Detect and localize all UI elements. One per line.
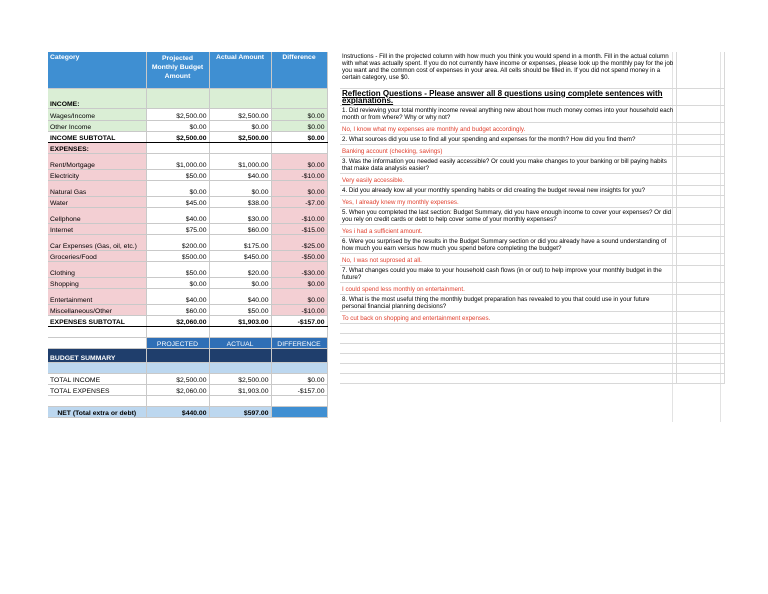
actual-cell[interactable]: $30.00 (209, 207, 271, 223)
budget-table (48, 52, 328, 418)
projected-cell[interactable]: $2,500.00 (146, 108, 209, 120)
answer-row (340, 144, 724, 156)
answer-row (340, 173, 724, 185)
category-cell[interactable]: Car Expenses (Gas, oil, etc.) (48, 234, 146, 250)
category-cell[interactable]: Clothing (48, 261, 146, 277)
actual-cell[interactable]: $175.00 (209, 234, 271, 250)
actual-cell[interactable]: $40.00 (209, 288, 271, 304)
spacer-row (340, 343, 724, 353)
difference-cell[interactable]: -$157.00 (271, 315, 327, 326)
question-text[interactable]: 7. What changes could you make to your household cash flows (in or out) to help improve your monthly budget in the future? (340, 265, 676, 282)
expenses-subtotal-row (48, 315, 327, 326)
table-row (48, 169, 327, 180)
actual-cell[interactable]: $450.00 (209, 250, 271, 261)
expense-rows (48, 153, 327, 315)
projected-cell[interactable]: $40.00 (146, 207, 209, 223)
budget-header-row (48, 52, 327, 88)
projected-cell[interactable]: $0.00 (146, 120, 209, 131)
question-row (340, 265, 724, 282)
projected-cell[interactable]: $60.00 (146, 304, 209, 315)
projected-cell[interactable]: $500.00 (146, 250, 209, 261)
table-row (48, 261, 327, 277)
actual-cell[interactable]: $2,500.00 (209, 373, 271, 384)
income-subtotal-row (48, 131, 327, 142)
difference-cell[interactable]: -$157.00 (271, 384, 327, 395)
answer-text[interactable]: I could spend less monthly on entertainment. (340, 282, 676, 294)
projected-cell[interactable]: $2,060.00 (146, 315, 209, 326)
category-cell[interactable]: Electricity (48, 169, 146, 180)
table-row (48, 304, 327, 315)
spacer-row (340, 363, 724, 373)
answer-row (340, 282, 724, 294)
answer-row (340, 195, 724, 207)
difference-cell[interactable]: -$10.00 (271, 207, 327, 223)
header-actual[interactable]: Actual Amount (209, 52, 271, 88)
table-row (48, 196, 327, 207)
spacer-row (340, 373, 724, 383)
actual-cell[interactable]: $20.00 (209, 261, 271, 277)
spacer-row (340, 333, 724, 343)
answer-text[interactable]: Yes, I already knew my monthly expenses. (340, 195, 676, 207)
spacer-row (340, 323, 724, 333)
income-label[interactable]: INCOME: (48, 88, 146, 108)
table-row (48, 108, 327, 120)
summary-title[interactable]: BUDGET SUMMARY (48, 348, 146, 362)
actual-cell[interactable]: $1,000.00 (209, 153, 271, 169)
difference-cell[interactable]: $0.00 (271, 153, 327, 169)
difference-cell[interactable]: $0.00 (271, 373, 327, 384)
projected-cell[interactable]: $50.00 (146, 169, 209, 180)
answer-text[interactable]: Very easily accessible. (340, 173, 676, 185)
difference-cell[interactable]: -$15.00 (271, 223, 327, 234)
income-label-row (48, 88, 327, 108)
actual-cell[interactable]: $1,903.00 (209, 315, 271, 326)
expenses-label[interactable]: EXPENSES: (48, 142, 146, 153)
spacer-row (48, 395, 327, 406)
table-row (48, 277, 327, 288)
answer-row (340, 253, 724, 265)
category-cell[interactable]: Miscellaneous/Other (48, 304, 146, 315)
table-row (48, 223, 327, 234)
net-projected[interactable]: $440.00 (146, 406, 209, 417)
instructions-text[interactable]: Instructions - Fill in the projected column with how much you think you would spend in a month. Fill in the actual column with what was actually spent. If you do not currently have income or expenses, please look up the monthly pay for the job you want and the common cost of expenses in your area. All cells should be filled in. If you did not spend money in a certain category, use $0. (340, 52, 676, 88)
table-row (48, 180, 327, 196)
projected-cell[interactable]: $45.00 (146, 196, 209, 207)
difference-cell[interactable]: -$7.00 (271, 196, 327, 207)
actual-cell[interactable]: $60.00 (209, 223, 271, 234)
summary-col-difference[interactable]: DIFFERENCE (271, 337, 327, 348)
category-cell[interactable]: Groceries/Food (48, 250, 146, 261)
reflection-table (340, 52, 725, 384)
question-row (340, 207, 724, 224)
answer-text[interactable]: Banking account (checking, savings) (340, 144, 676, 156)
actual-cell[interactable]: $0.00 (209, 120, 271, 131)
actual-cell[interactable]: $2,500.00 (209, 131, 271, 142)
spacer-row (48, 326, 327, 337)
subtotal-label[interactable]: EXPENSES SUBTOTAL (48, 315, 146, 326)
summary-col-projected[interactable]: PROJECTED (146, 337, 209, 348)
actual-cell[interactable]: $1,903.00 (209, 384, 271, 395)
reflection-heading[interactable]: Reflection Questions - Please answer all 8 questions using complete sentences with explanations. (340, 88, 676, 105)
actual-cell[interactable]: $50.00 (209, 304, 271, 315)
projected-cell[interactable]: $2,060.00 (146, 384, 209, 395)
question-row (340, 156, 724, 173)
question-text[interactable]: 5. When you completed the last section: Budget Summary, did you have enough income to cover your expenses? Or did you rely on credit cards or debt to help cover some of your monthly expenses? (340, 207, 676, 224)
difference-cell[interactable]: $0.00 (271, 288, 327, 304)
summary-blank-row (48, 362, 327, 373)
projected-cell[interactable]: $200.00 (146, 234, 209, 250)
actual-cell[interactable]: $40.00 (209, 169, 271, 180)
table-row (48, 373, 327, 384)
table-row (48, 153, 327, 169)
difference-cell[interactable]: $0.00 (271, 131, 327, 142)
question-row (340, 185, 724, 195)
subtotal-label[interactable]: INCOME SUBTOTAL (48, 131, 146, 142)
projected-cell[interactable]: $2,500.00 (146, 373, 209, 384)
question-text[interactable]: 6. Were you surprised by the results in the Budget Summary section or did you already have a sound understanding of how much you earn versus how much you spend before completing the budget? (340, 236, 676, 253)
question-row (340, 105, 724, 122)
table-row (48, 288, 327, 304)
net-actual[interactable]: $597.00 (209, 406, 271, 417)
summary-label[interactable]: TOTAL EXPENSES (48, 384, 146, 395)
actual-cell[interactable]: $0.00 (209, 277, 271, 288)
actual-cell[interactable]: $0.00 (209, 180, 271, 196)
header-difference[interactable]: Difference (271, 52, 327, 88)
summary-label[interactable]: TOTAL INCOME (48, 373, 146, 384)
projected-cell[interactable]: $0.00 (146, 180, 209, 196)
category-cell[interactable]: Entertainment (48, 288, 146, 304)
category-cell[interactable]: Natural Gas (48, 180, 146, 196)
projected-cell[interactable]: $2,500.00 (146, 131, 209, 142)
difference-cell[interactable]: -$25.00 (271, 234, 327, 250)
projected-cell[interactable]: $40.00 (146, 288, 209, 304)
answer-text[interactable]: No, I was not suprosed at all. (340, 253, 676, 265)
question-text[interactable]: 2. What sources did you use to find all your spending and expenses for the month? How did you find them? (340, 134, 676, 144)
answer-text[interactable]: To cut back on shopping and entertainment expenses. (340, 311, 676, 323)
question-text[interactable]: 4. Did you already kow all your monthly spending habits or did creating the budget reveal new insights for you? (340, 185, 676, 195)
summary-col-actual[interactable]: ACTUAL (209, 337, 271, 348)
category-cell[interactable]: Other Income (48, 120, 146, 131)
projected-cell[interactable]: $1,000.00 (146, 153, 209, 169)
summary-header-row (48, 337, 327, 348)
projected-cell[interactable]: $50.00 (146, 261, 209, 277)
question-row (340, 134, 724, 144)
header-projected[interactable]: Projected Monthly Budget Amount (146, 52, 209, 88)
answer-row (340, 311, 724, 323)
projected-cell[interactable]: $0.00 (146, 277, 209, 288)
category-cell[interactable]: Cellphone (48, 207, 146, 223)
difference-cell[interactable]: $0.00 (271, 277, 327, 288)
reflection-questions (340, 105, 724, 323)
difference-cell[interactable]: -$10.00 (271, 304, 327, 315)
category-cell[interactable]: Water (48, 196, 146, 207)
difference-cell[interactable]: $0.00 (271, 108, 327, 120)
question-text[interactable]: 8. What is the most useful thing the monthly budget preparation has revealed to you that could use in your future personal financial planning decisions? (340, 294, 676, 311)
net-label[interactable]: NET (Total extra or debt) (48, 406, 146, 417)
question-text[interactable]: 3. Was the information you needed easily accessible? Or could you make changes to your banking or bill paying habits that make data analysis easier? (340, 156, 676, 173)
summary-title-row (48, 348, 327, 362)
net-row (48, 406, 327, 417)
answer-text[interactable]: Yes i had a sufficient amount. (340, 224, 676, 236)
question-row (340, 236, 724, 253)
answer-row (340, 224, 724, 236)
question-text[interactable]: 1. Did reviewing your total monthly income reveal anything new about how much money comes into your household each month or from where? Why or why not? (340, 105, 676, 122)
answer-row (340, 122, 724, 134)
category-cell[interactable]: Rent/Mortgage (48, 153, 146, 169)
category-cell[interactable]: Shopping (48, 277, 146, 288)
table-row (48, 384, 327, 395)
difference-cell[interactable]: -$30.00 (271, 261, 327, 277)
table-row (48, 120, 327, 131)
category-cell[interactable]: Internet (48, 223, 146, 234)
reflection-heading-row (340, 88, 724, 105)
expenses-label-row (48, 142, 327, 153)
difference-cell[interactable]: $0.00 (271, 180, 327, 196)
header-category[interactable]: Category (48, 52, 146, 88)
category-cell[interactable]: Wages/Income (48, 108, 146, 120)
table-row (48, 250, 327, 261)
difference-cell[interactable]: -$50.00 (271, 250, 327, 261)
table-row (48, 234, 327, 250)
actual-cell[interactable]: $38.00 (209, 196, 271, 207)
difference-cell[interactable]: $0.00 (271, 120, 327, 131)
projected-cell[interactable]: $75.00 (146, 223, 209, 234)
question-row (340, 294, 724, 311)
difference-cell[interactable]: -$10.00 (271, 169, 327, 180)
instructions-row (340, 52, 724, 88)
net-difference-cell[interactable] (271, 406, 327, 417)
answer-text[interactable]: No, I know what my expenses are monthly and budget accordingly. (340, 122, 676, 134)
spacer-row (340, 353, 724, 363)
table-row (48, 207, 327, 223)
actual-cell[interactable]: $2,500.00 (209, 108, 271, 120)
